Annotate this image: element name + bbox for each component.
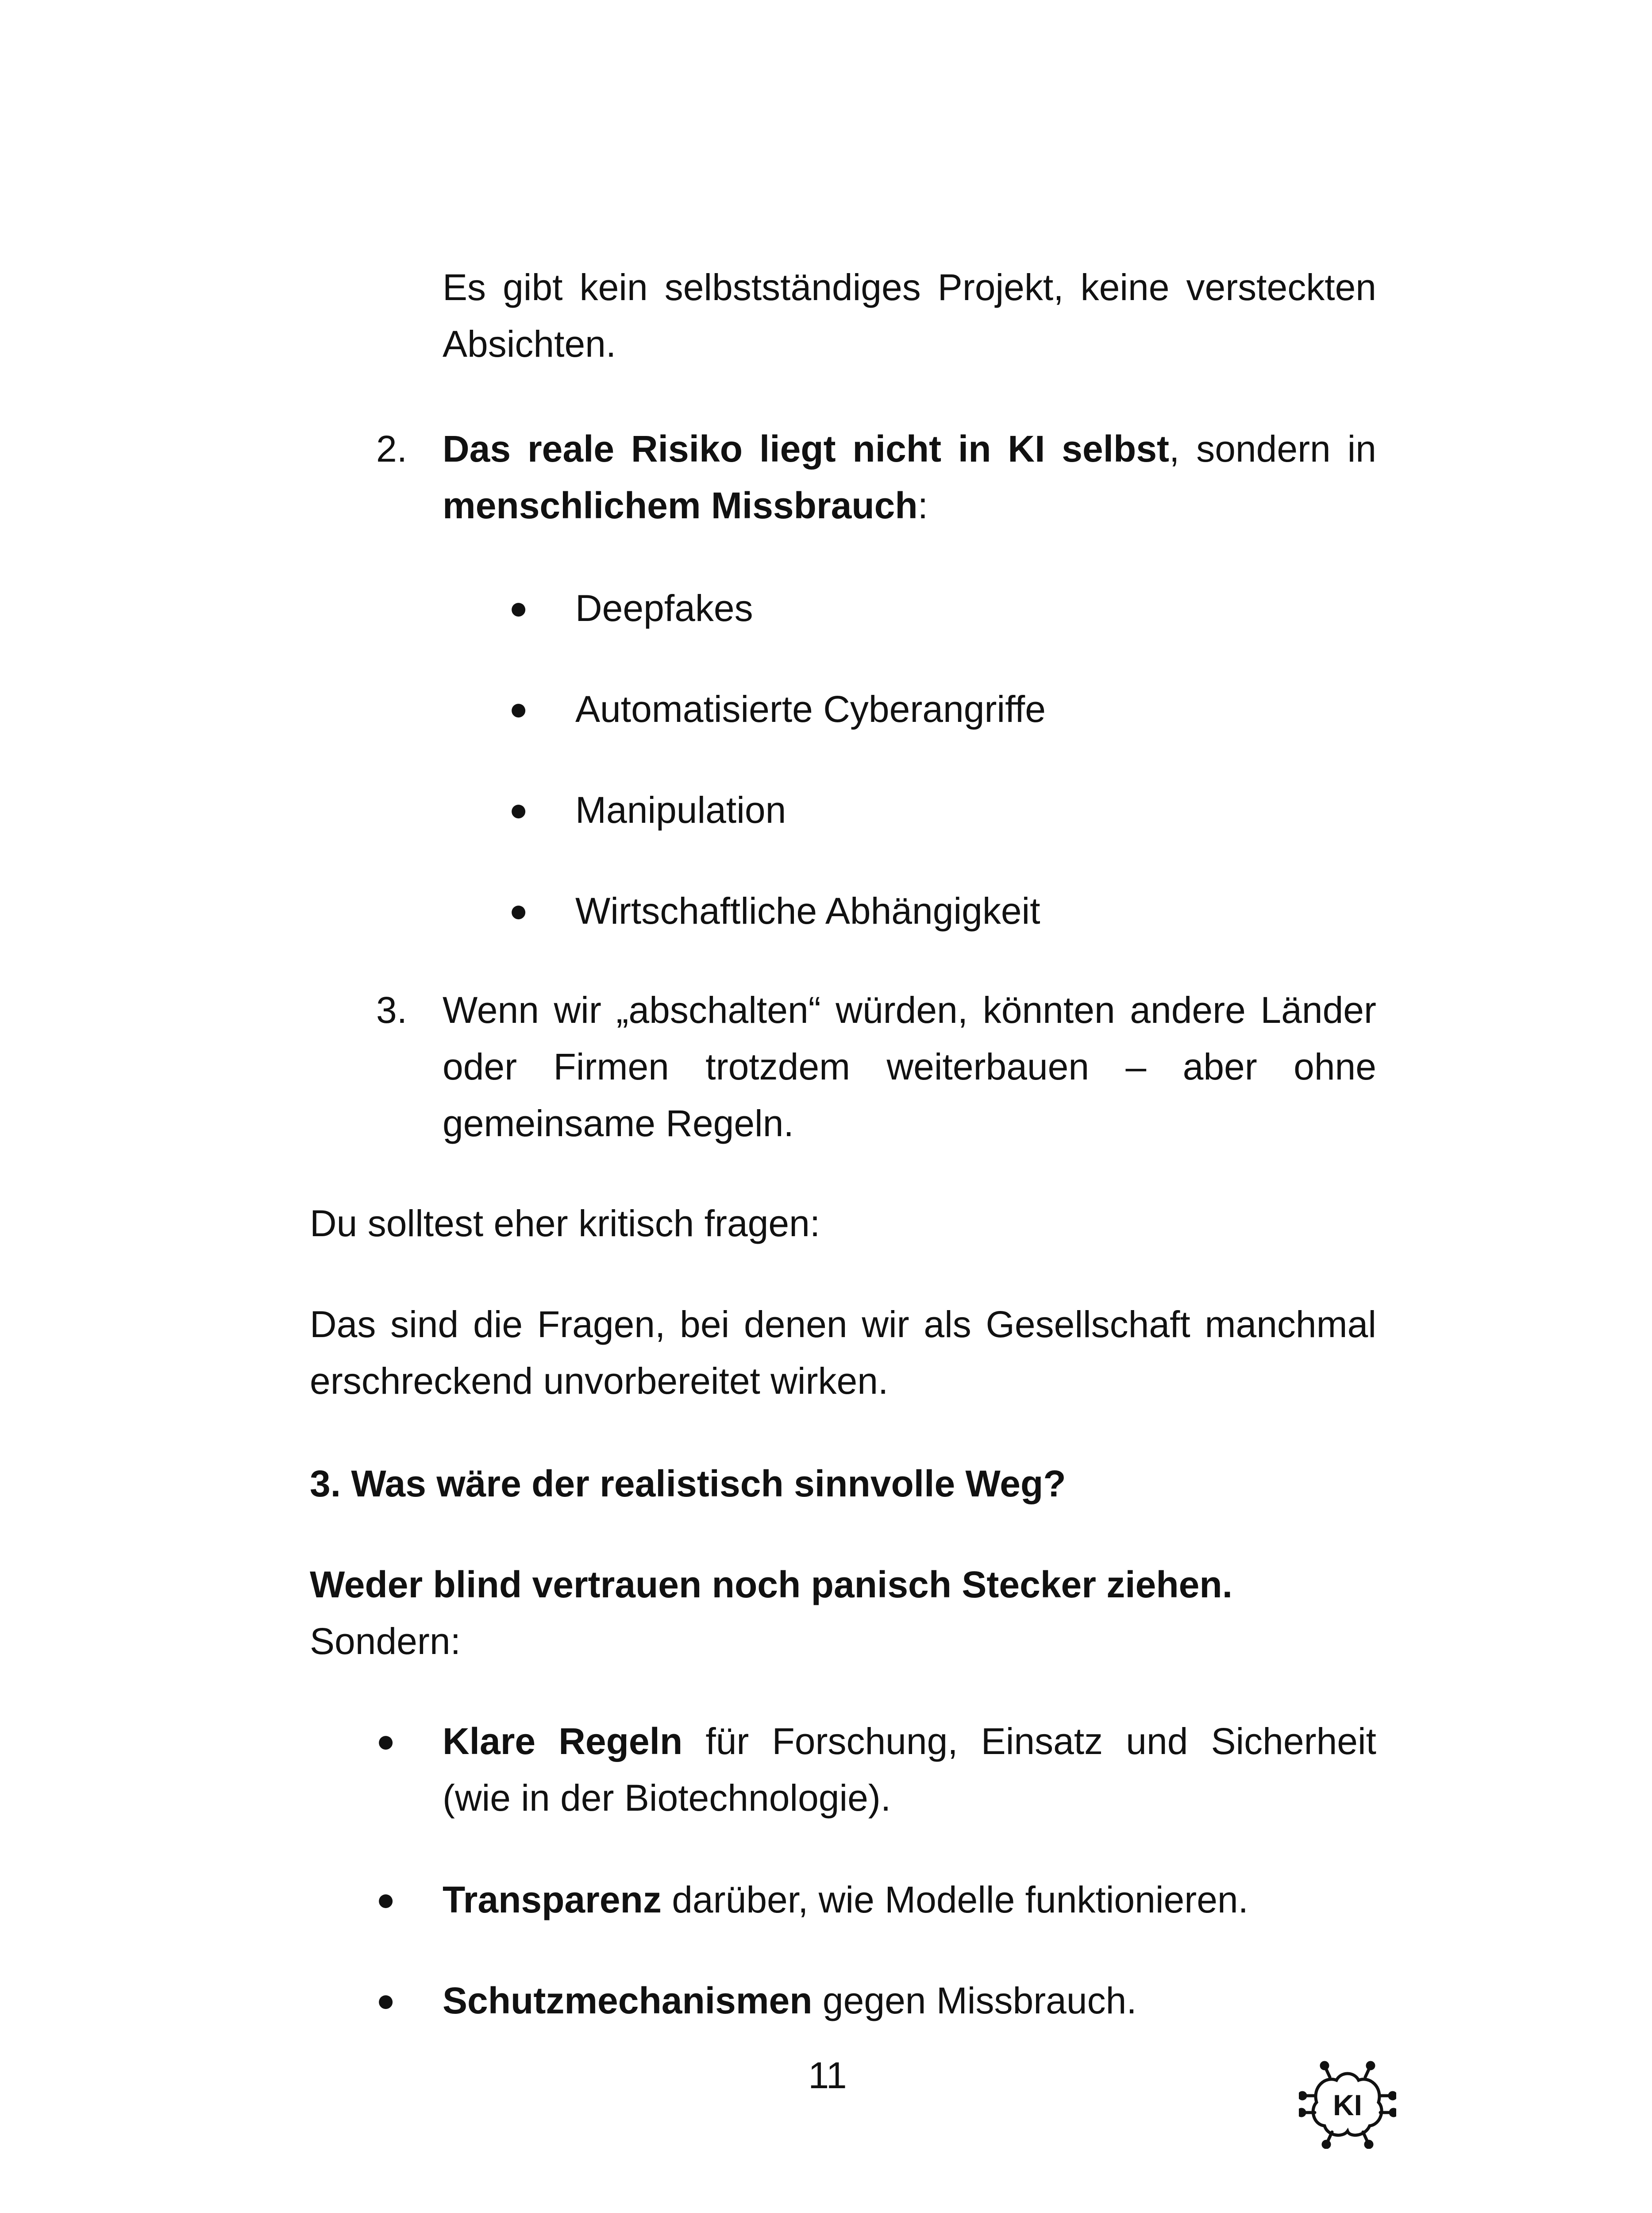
measure-item: [443, 1713, 1376, 1826]
measure-bold: Schutzmechanismen: [443, 1980, 813, 2021]
list-item-2-text-1: , sondern in: [1169, 428, 1376, 470]
page-number: 11: [808, 2055, 847, 2096]
section-heading: 3. Was wäre der realistisch sinnvolle Weg?: [310, 1463, 1066, 1504]
measure-text: darüber, wie Modelle funktionieren.: [661, 1879, 1248, 1920]
continuation-paragraph: Es gibt kein selbstständiges Projekt, keine versteckten Absichten.: [443, 266, 1376, 365]
measure-item: [443, 1972, 1376, 2029]
bullet-icon: ●: [509, 590, 528, 626]
measure-bold: Klare Regeln: [443, 1720, 683, 1762]
list-item-2-bold-1: Das reale Risiko liegt nicht in KI selbst: [443, 428, 1170, 470]
ki-brain-logo-icon: [1299, 2060, 1396, 2149]
measure-item: [443, 1871, 1376, 1928]
list-item-3: Wenn wir „abschalten“ würden, könnten andere Länder oder Firmen trotzdem weiterbauen – aber ohne gemeinsame Regeln.: [443, 989, 1376, 1144]
bullet-icon: ●: [376, 1882, 396, 1917]
bullet-icon: ●: [509, 792, 528, 828]
list-item-2-bold-2: menschlichem Missbrauch: [443, 485, 918, 526]
paragraph-questions: Du solltest eher kritisch fragen:: [310, 1203, 820, 1244]
bullet-icon: ●: [509, 691, 528, 727]
list-number-3: 3.: [376, 989, 408, 1031]
bullet-icon: ●: [376, 1723, 396, 1759]
list-item-2: [443, 420, 1376, 534]
bullet-icon: ●: [509, 893, 528, 929]
risk-item: Automatisierte Cyberangriffe: [575, 688, 1046, 730]
sondern-label: Sondern:: [310, 1620, 461, 1662]
logo-text: KI: [1333, 2089, 1362, 2121]
subheading: Weder blind vertrauen noch panisch Stecker ziehen.: [310, 1564, 1233, 1605]
bullet-icon: ●: [376, 1983, 396, 2018]
measure-text: für Forschung, Einsatz und Sicherheit (wie in der Biotechnologie).: [443, 1720, 1377, 1819]
risk-item: Manipulation: [575, 789, 786, 831]
measure-bold: Transparenz: [443, 1879, 662, 1920]
list-number-2: 2.: [376, 428, 408, 470]
risk-item: Deepfakes: [575, 587, 753, 629]
risk-item: Wirtschaftliche Abhängigkeit: [575, 890, 1040, 932]
paragraph-society: Das sind die Fragen, bei denen wir als Gesellschaft manchmal erschreckend unvorbereitet wirken.: [310, 1303, 1376, 1402]
measure-text: gegen Missbrauch.: [812, 1980, 1137, 2021]
list-item-2-text-2: :: [917, 485, 928, 526]
